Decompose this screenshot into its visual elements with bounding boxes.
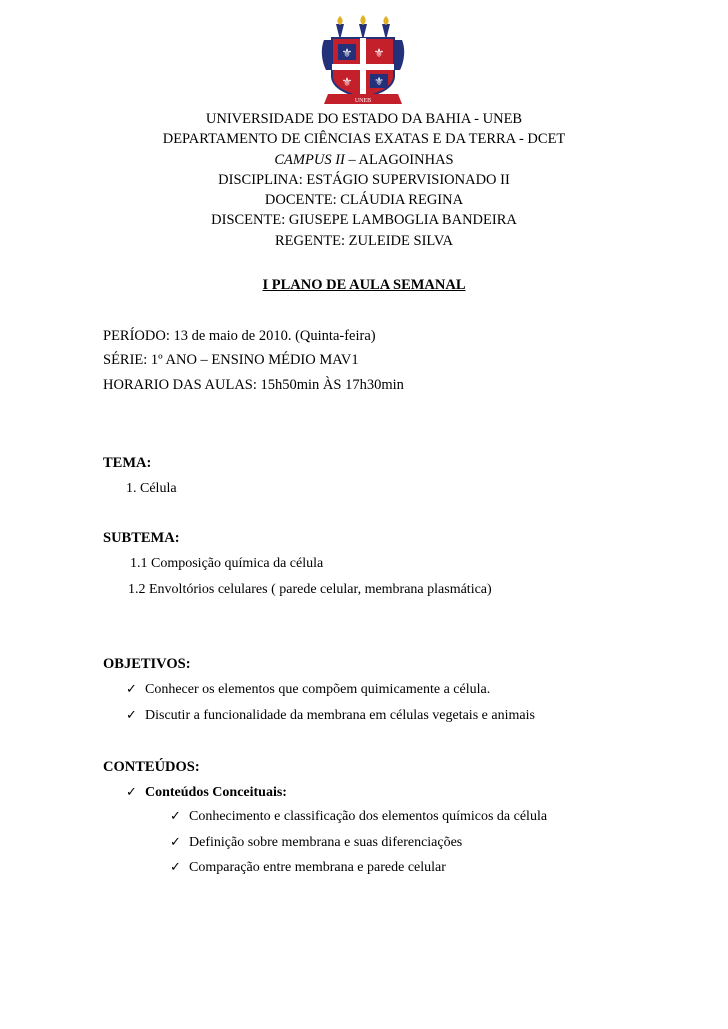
tema-heading: TEMA: <box>103 455 152 471</box>
teacher-line: DOCENTE: CLÁUDIA REGINA <box>264 192 464 209</box>
discipline-line: DISCIPLINA: ESTÁGIO SUPERVISIONADO II <box>218 171 510 188</box>
checkmark-icon: ✓ <box>126 682 137 697</box>
regent-line: REGENTE: ZULEIDE SILVA <box>274 232 453 249</box>
campus-name: CAMPUS II <box>274 151 345 168</box>
plan-title: I PLANO DE AULA SEMANAL <box>262 277 466 293</box>
conteudo-item <box>170 835 462 851</box>
svg-text:⚜: ⚜ <box>341 75 353 89</box>
subtema-heading: SUBTEMA: <box>103 530 180 546</box>
checkmark-icon: ✓ <box>170 809 181 824</box>
checkmark-icon: ✓ <box>126 708 137 723</box>
period-line: PERÍODO: 13 de maio de 2010. (Quinta-feira) <box>103 328 376 344</box>
uneb-coat-of-arms-logo <box>320 14 406 108</box>
department-name: DEPARTAMENTO DE CIÊNCIAS EXATAS E DA TERRA - DCET <box>162 131 566 148</box>
conteudo-item <box>170 809 547 825</box>
logo-ribbon-text: UNEB <box>354 98 372 104</box>
conteudo-text: Definição sobre membrana e suas diferenciações <box>189 835 463 850</box>
checkmark-icon: ✓ <box>126 785 137 800</box>
schedule-line: HORARIO DAS AULAS: 15h50min ÀS 17h30min <box>103 377 404 393</box>
svg-text:⚜: ⚜ <box>374 76 384 88</box>
tema-item: 1. Célula <box>126 481 177 496</box>
svg-text:⚜: ⚜ <box>341 46 353 60</box>
objetivo-item <box>126 708 535 724</box>
subtema-item: 1.2 Envoltórios celulares ( parede celular, membrana plasmática) <box>128 582 492 597</box>
grade-line: SÉRIE: 1º ANO – ENSINO MÉDIO MAV1 <box>103 352 359 368</box>
conteudo-item <box>170 860 446 876</box>
conteudos-subheading-item <box>126 785 287 801</box>
objetivo-text: Discutir a funcionalidade da membrana em células vegetais e animais <box>145 708 535 723</box>
torch-icon <box>359 15 367 40</box>
checkmark-icon: ✓ <box>170 835 181 850</box>
checkmark-icon: ✓ <box>170 860 181 875</box>
conteudo-text: Comparação entre membrana e parede celular <box>189 860 446 875</box>
objetivo-text: Conhecer os elementos que compõem quimicamente a célula. <box>145 682 491 697</box>
conteudos-heading: CONTEÚDOS: <box>103 759 200 775</box>
student-line: DISCENTE: GIUSEPE LAMBOGLIA BANDEIRA <box>211 212 517 229</box>
subtema-item: 1.1 Composição química da célula <box>130 556 324 571</box>
torch-icon <box>382 16 390 40</box>
objetivo-item <box>126 682 490 698</box>
torch-icon <box>336 16 344 40</box>
conteudo-text: Conhecimento e classificação dos elementos químicos da célula <box>189 809 548 824</box>
document-header <box>0 109 728 251</box>
objetivos-heading: OBJETIVOS: <box>103 656 191 672</box>
svg-text:⚜: ⚜ <box>373 46 385 60</box>
university-name: UNIVERSIDADE DO ESTADO DA BAHIA - UNEB <box>205 111 523 127</box>
campus-city: – ALAGOINHAS <box>344 151 454 168</box>
campus-line <box>0 150 728 170</box>
conteudos-subheading: Conteúdos Conceituais: <box>145 785 287 800</box>
